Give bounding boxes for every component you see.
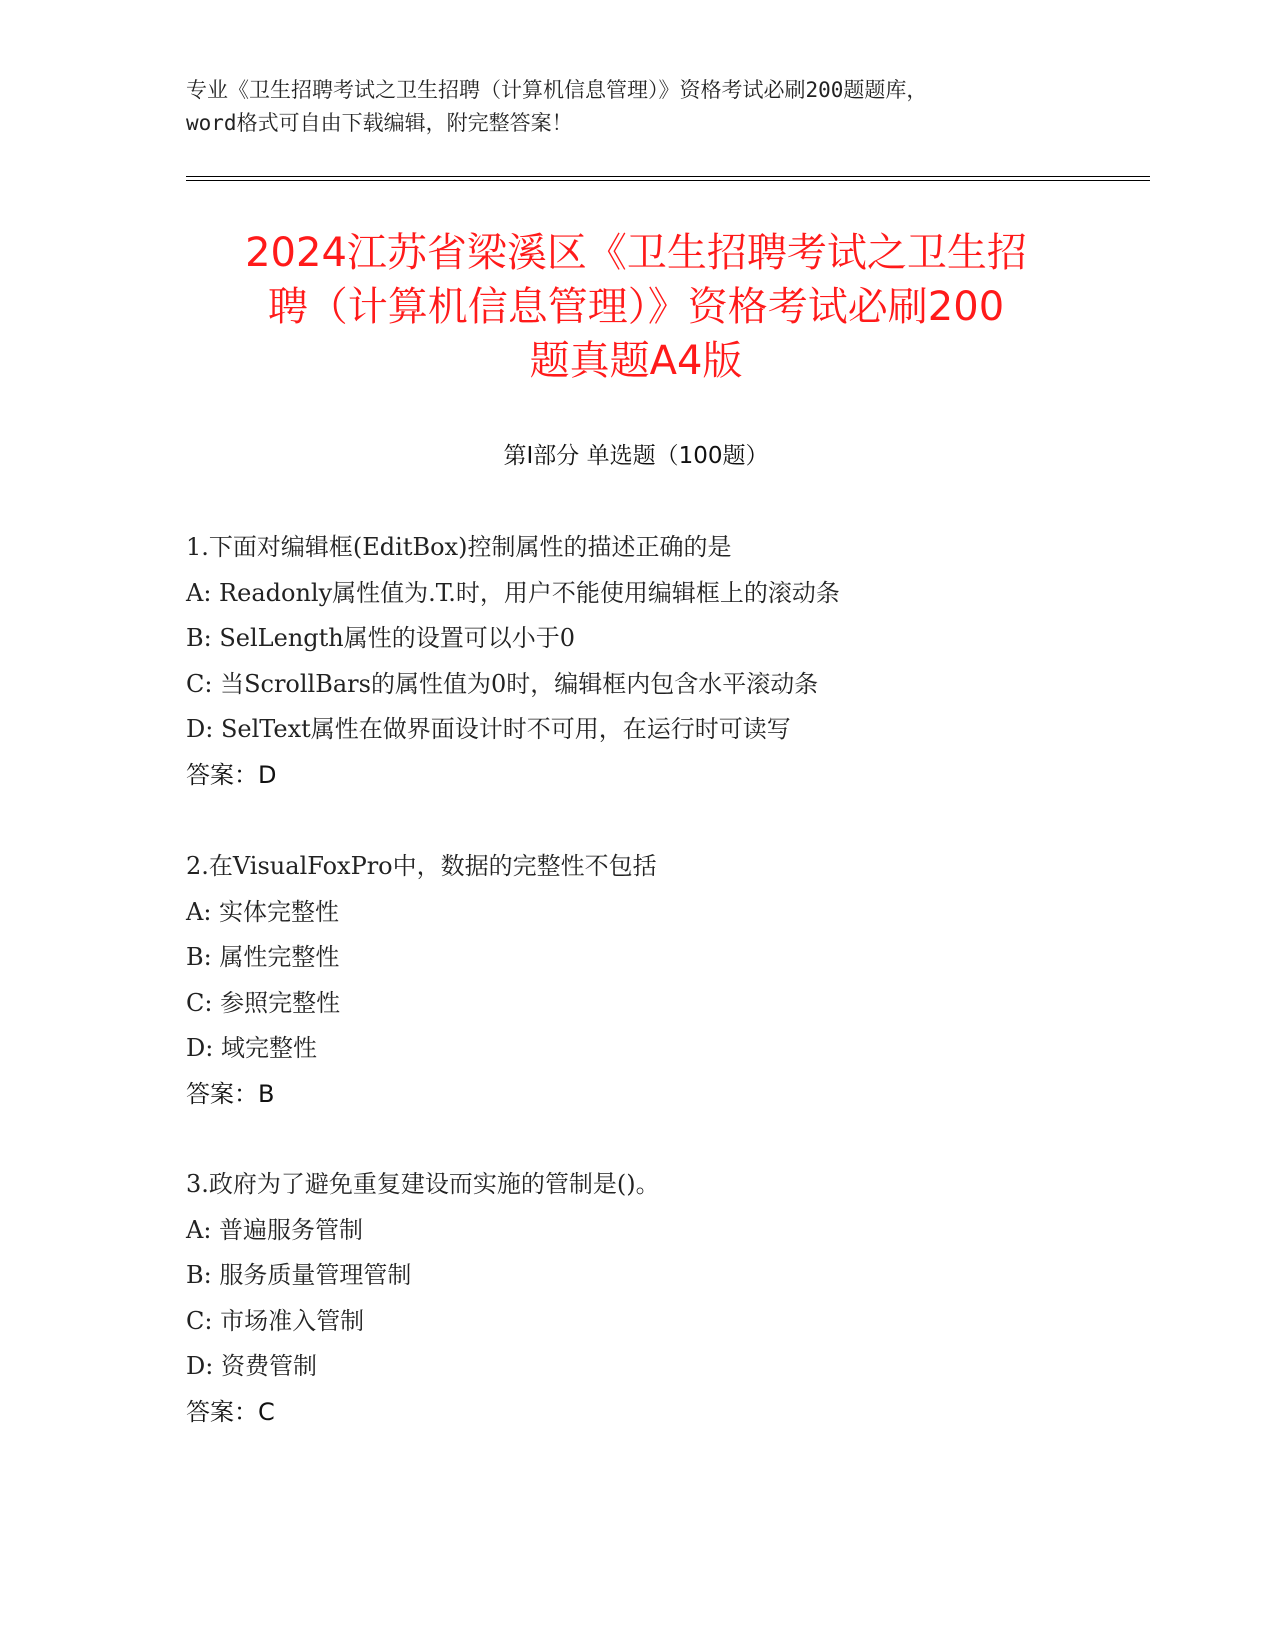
question-block — [186, 844, 1146, 1118]
document-title-line-3: 题真题A4版 — [529, 338, 743, 384]
header-note-line-2: word格式可自由下载编辑，附完整答案！ — [186, 111, 573, 135]
question-block — [186, 525, 1146, 799]
option-b: B: SelLength属性的设置可以小于0 — [186, 624, 576, 653]
section-title: 第I部分 单选题（100题） — [503, 443, 769, 469]
option-a: A: 实体完整性 — [186, 897, 340, 926]
option-c: C: 市场准入管制 — [186, 1306, 365, 1335]
answer-line: 答案：B — [186, 1079, 275, 1108]
question-block — [186, 1162, 1146, 1436]
question-stem: 1.下面对编辑框(EditBox)控制属性的描述正确的是 — [186, 533, 732, 561]
option-d: D: SelText属性在做界面设计时不可用，在运行时可读写 — [186, 715, 791, 744]
header-divider-top — [186, 176, 1150, 177]
option-c: C: 参照完整性 — [186, 988, 341, 1017]
option-a: A: Readonly属性值为.T.时，用户不能使用编辑框上的滚动条 — [186, 578, 840, 607]
option-c: C: 当ScrollBars的属性值为0时，编辑框内包含水平滚动条 — [186, 669, 819, 698]
question-stem: 2.在VisualFoxPro中，数据的完整性不包括 — [186, 852, 657, 880]
option-d: D: 域完整性 — [186, 1034, 317, 1063]
option-a: A: 普遍服务管制 — [186, 1215, 364, 1244]
option-d: D: 资费管制 — [186, 1352, 317, 1381]
question-stem: 3.政府为了避免重复建设而实施的管制是()。 — [186, 1170, 660, 1198]
option-b: B: 属性完整性 — [186, 943, 340, 972]
header-note — [186, 74, 1086, 140]
header-note-line-1: 专业《卫生招聘考试之卫生招聘（计算机信息管理）》资格考试必刷200题题库， — [186, 78, 928, 102]
document-title-line-2: 聘（计算机信息管理）》资格考试必刷200 — [267, 284, 1005, 330]
option-b: B: 服务质量管理管制 — [186, 1261, 412, 1290]
answer-line: 答案：D — [186, 760, 277, 789]
header-divider-bottom — [186, 180, 1150, 181]
document-title-line-1: 2024江苏省梁溪区《卫生招聘考试之卫生招 — [245, 230, 1027, 276]
document-title — [186, 226, 1086, 388]
answer-line: 答案：C — [186, 1397, 275, 1426]
